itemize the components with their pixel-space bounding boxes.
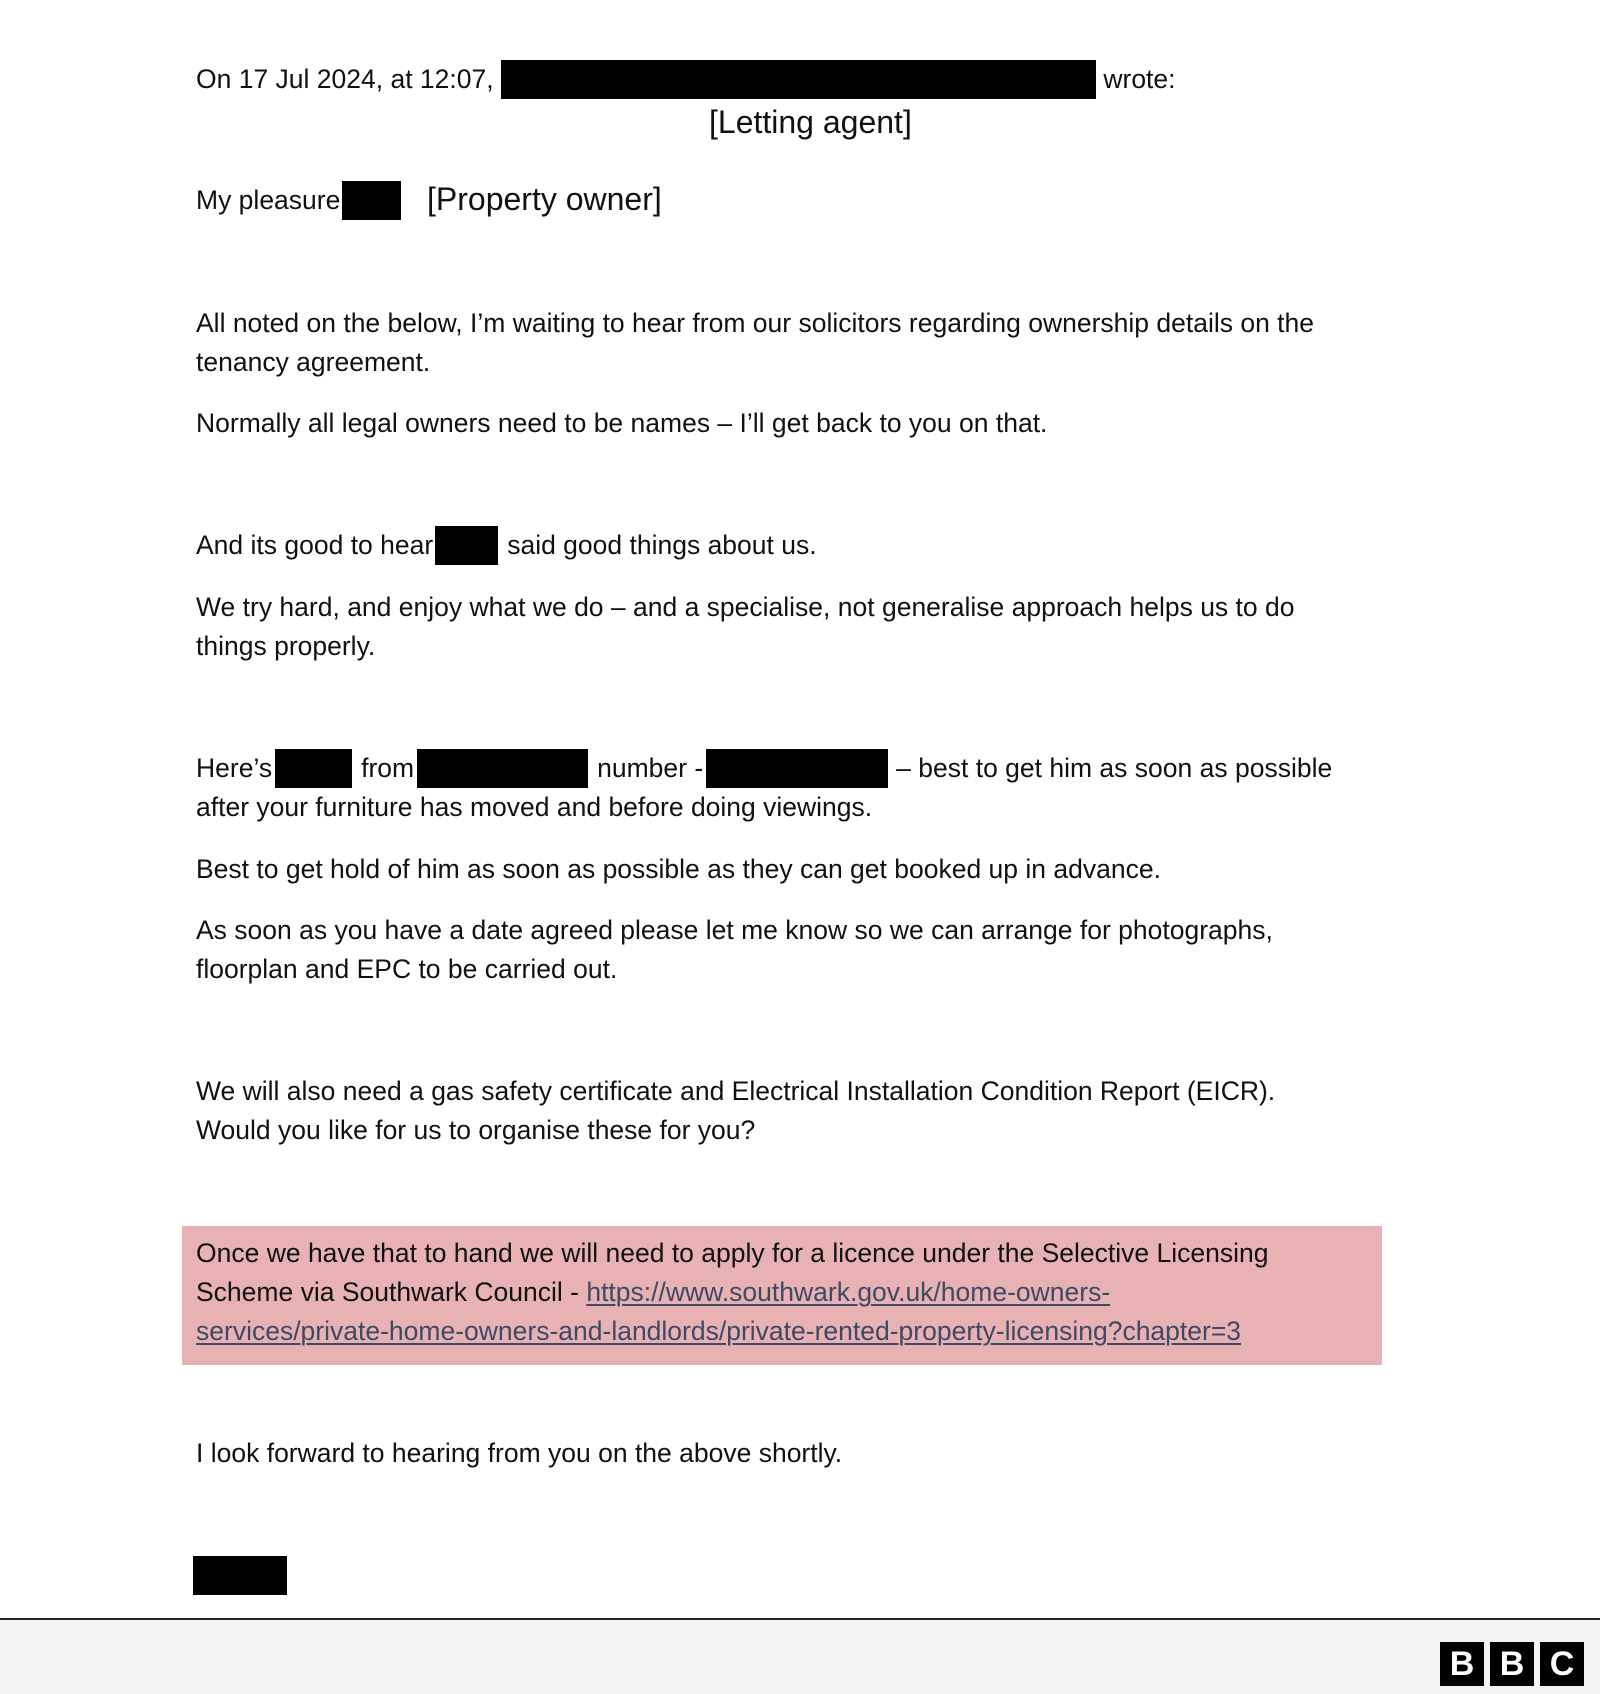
- redacted-sender: [501, 60, 1096, 99]
- paragraph-9-line-3: [196, 1312, 1241, 1351]
- email-header-line: [196, 60, 1176, 101]
- paragraph-1-line-1: All noted on the below, I’m waiting to hear from our solicitors regarding ownership details on the: [196, 308, 1315, 338]
- paragraph-4-line-1: We try hard, and enjoy what we do – and a specialise, not generalise approach helps us to do: [196, 592, 1295, 622]
- paragraph-9-line-2: [196, 1273, 1110, 1312]
- paragraph-1-line-2: tenancy agreement.: [196, 347, 431, 377]
- bbc-logo-letter-3: C: [1540, 1642, 1584, 1686]
- redacted-company: [417, 749, 588, 788]
- paragraph-2: Normally all legal owners need to be names – I’ll get back to you on that.: [196, 408, 1048, 438]
- paragraph-9-text: Scheme via Southwark Council -: [196, 1277, 579, 1307]
- paragraph-7-line-1: As soon as you have a date agreed please let me know so we can arrange for photographs,: [196, 915, 1273, 945]
- bbc-logo: [1440, 1642, 1584, 1686]
- redacted-name: [342, 181, 401, 220]
- paragraph-3: [196, 526, 817, 567]
- footer-bar: [0, 1618, 1600, 1694]
- paragraph-5-part-1: Here’s: [196, 753, 273, 783]
- paragraph-6: Best to get hold of him as soon as possible as they can get booked up in advance.: [196, 854, 1161, 884]
- redacted-signature: [193, 1556, 287, 1595]
- paragraph-9-line-1: Once we have that to hand we will need to apply for a licence under the Selective Licensing: [196, 1238, 1269, 1268]
- paragraph-5-part-2: from: [361, 753, 415, 783]
- paragraph-3-after: said good things about us.: [507, 530, 817, 560]
- paragraph-5-part-4: – best to get him as soon as possible: [896, 753, 1333, 783]
- licensing-link-part-1[interactable]: https://www.southwark.gov.uk/home-owners-: [586, 1277, 1111, 1307]
- greeting-text: My pleasure: [196, 185, 341, 215]
- paragraph-5-part-3: number -: [597, 753, 704, 783]
- annotation-letting-agent: [Letting agent]: [709, 104, 912, 140]
- greeting-line: [196, 181, 401, 222]
- bbc-logo-letter-1: B: [1440, 1642, 1484, 1686]
- redacted-contact-name: [275, 749, 352, 788]
- paragraph-7-line-2: floorplan and EPC to be carried out.: [196, 954, 618, 984]
- paragraph-4-line-2: things properly.: [196, 631, 376, 661]
- paragraph-3-before: And its good to hear: [196, 530, 434, 560]
- bbc-logo-letter-2: B: [1490, 1642, 1534, 1686]
- paragraph-8-line-1: We will also need a gas safety certificate and Electrical Installation Condition Report (EICR).: [196, 1076, 1276, 1106]
- annotation-property-owner: [Property owner]: [427, 181, 662, 217]
- licensing-link-part-2[interactable]: services/private-home-owners-and-landlords/private-rented-property-licensing?chapter=3: [196, 1316, 1242, 1346]
- header-prefix: On 17 Jul 2024, at 12:07,: [196, 64, 494, 94]
- paragraph-10: I look forward to hearing from you on the above shortly.: [196, 1438, 843, 1468]
- header-suffix: wrote:: [1103, 64, 1176, 94]
- paragraph-8-line-2: Would you like for us to organise these for you?: [196, 1115, 756, 1145]
- paragraph-5-line-1: [196, 749, 1332, 790]
- redacted-phone-number: [706, 749, 888, 788]
- paragraph-5-line-2: after your furniture has moved and before doing viewings.: [196, 792, 873, 822]
- redacted-referrer: [435, 526, 498, 565]
